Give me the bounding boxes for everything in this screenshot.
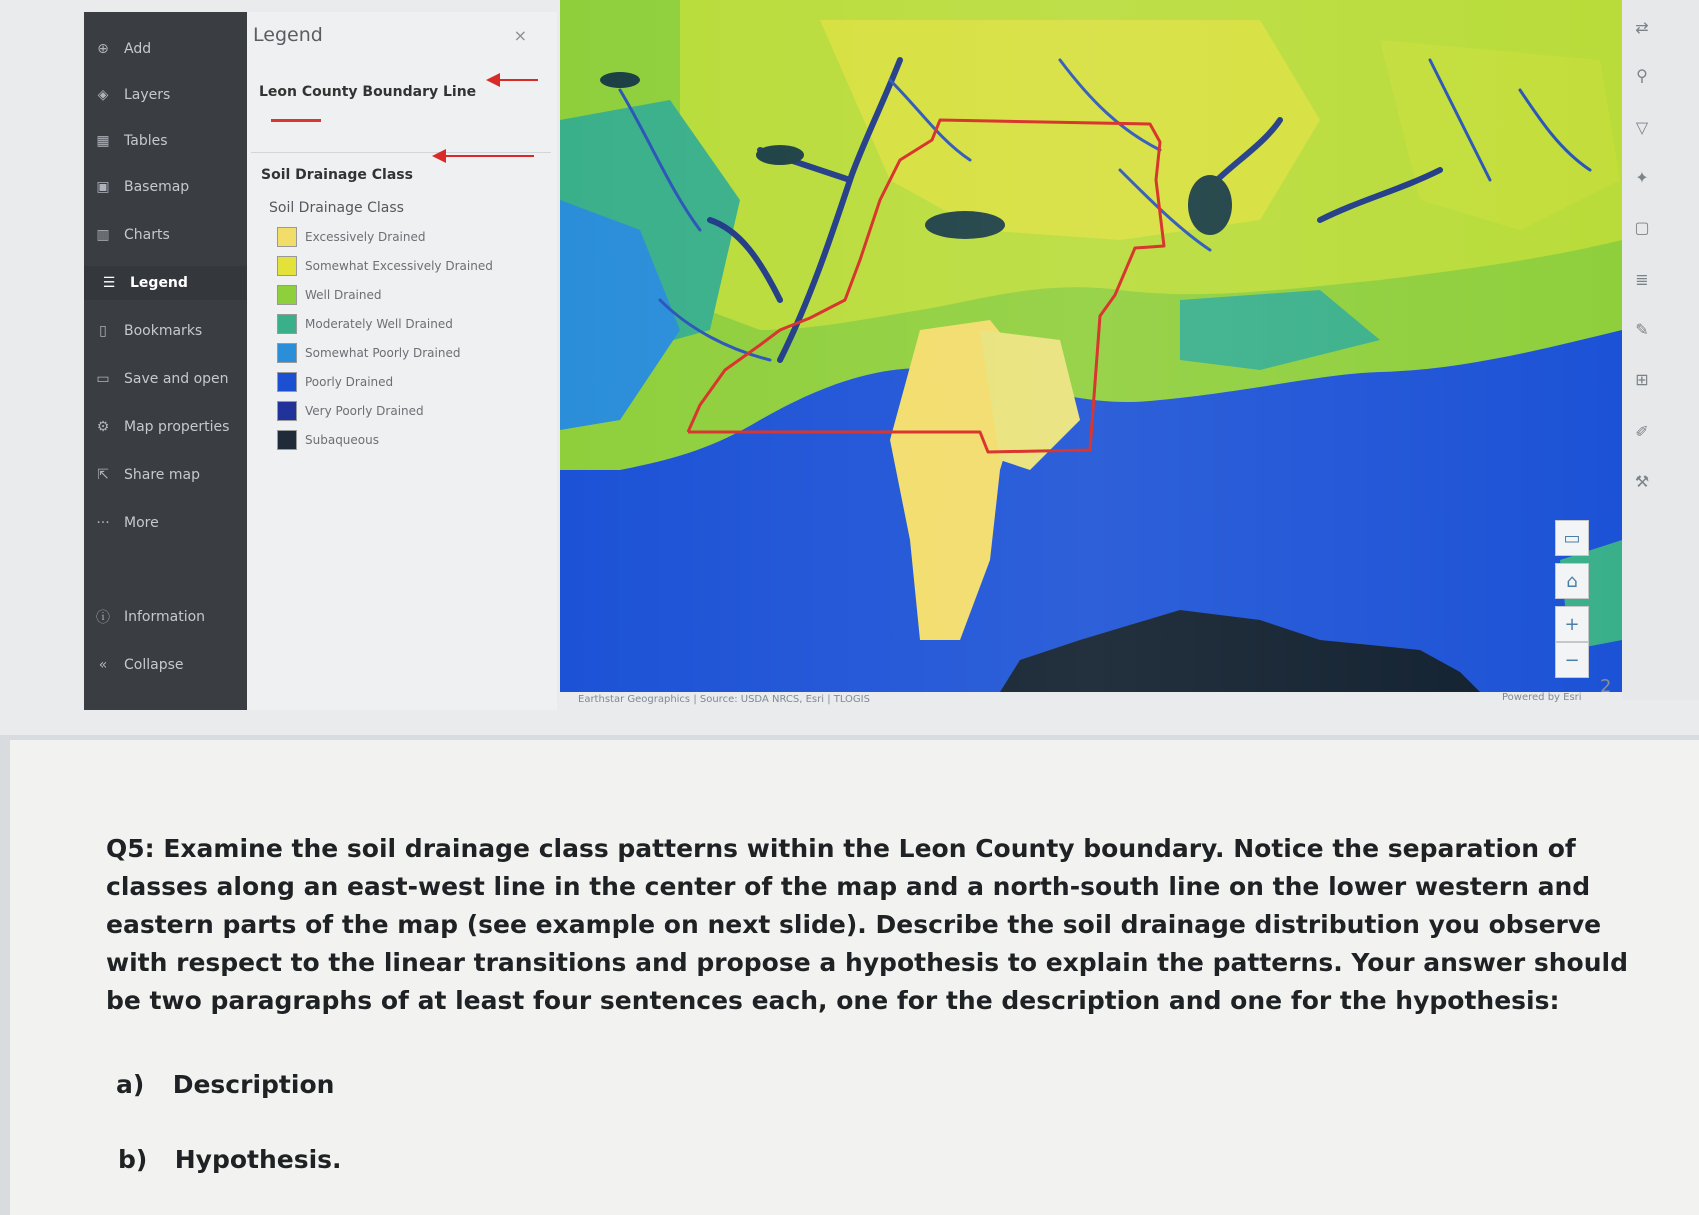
part-b — [118, 1145, 342, 1174]
legend-swatch — [277, 227, 297, 247]
legend-swatch — [277, 285, 297, 305]
legend-item — [277, 400, 424, 422]
nav-label: Information — [124, 609, 206, 625]
fields-icon[interactable]: ≣ — [1635, 270, 1649, 289]
side-navigation — [84, 12, 266, 710]
legend-swatch — [277, 430, 297, 450]
legend-item-label: Poorly Drained — [305, 375, 394, 389]
collapse-icon: « — [98, 657, 108, 673]
tools-icon[interactable]: ⚒ — [1634, 472, 1650, 491]
nav-label: Basemap — [124, 179, 190, 195]
legend-icon: ☰ — [102, 275, 116, 291]
effects-icon[interactable]: ✦ — [1635, 168, 1649, 187]
nav-save-and-open[interactable] — [94, 362, 262, 396]
analysis-icon[interactable]: ⊞ — [1635, 370, 1649, 389]
nav-information[interactable] — [94, 600, 262, 634]
nav-label: Bookmarks — [124, 323, 203, 339]
part-a-letter: a) — [116, 1070, 145, 1099]
folder-icon: ▭ — [96, 371, 110, 387]
nav-share-map[interactable] — [94, 458, 262, 492]
map-extent-button[interactable] — [1555, 520, 1589, 556]
legend-item — [277, 313, 453, 335]
boundary-line-swatch — [271, 119, 321, 122]
legend-item — [277, 255, 493, 277]
nav-tables[interactable] — [94, 124, 262, 158]
powered-by-esri[interactable]: Powered by Esri — [1502, 692, 1582, 703]
nav-layers[interactable] — [94, 78, 262, 112]
info-icon: ⓘ — [96, 610, 110, 626]
bookmark-icon: ▯ — [99, 323, 107, 339]
nav-label: Charts — [124, 227, 170, 243]
question-text: Q5: Examine the soil drainage class patterns within the Leon County boundary. Notice the separation of classes along an east-west line in the center of the map and a north-south line on the lower western and eastern parts of the map (see example on next slide). Describe the soil drainage distribution you observe with respect to the linear transitions and propose a hypothesis to explain the patterns. Your answer should be two paragraphs of at least four sentences each, one for the description and one for the hypothesis: — [106, 834, 1628, 1015]
part-a-label: Description — [172, 1070, 335, 1099]
question-slide — [10, 740, 1699, 1215]
legend-item — [277, 342, 460, 364]
part-b-label: Hypothesis. — [174, 1145, 342, 1174]
legend-item-label: Well Drained — [305, 288, 382, 302]
more-icon: ··· — [96, 515, 110, 531]
styles-icon[interactable]: ⚲ — [1636, 66, 1648, 85]
table-icon: ▦ — [96, 133, 110, 149]
plus-circle-icon: ⊕ — [97, 41, 109, 57]
legend-divider — [251, 152, 551, 153]
soil-layer-title: Soil Drainage Class — [261, 167, 413, 183]
minus-icon: − — [1564, 649, 1580, 671]
layers-icon: ◈ — [97, 87, 109, 103]
part-b-letter: b) — [118, 1145, 148, 1174]
sketch-icon[interactable]: ✐ — [1635, 422, 1649, 441]
nav-label: Collapse — [124, 657, 184, 673]
nav-basemap[interactable] — [94, 170, 262, 204]
nav-label: Layers — [124, 87, 171, 103]
soil-field-label: Soil Drainage Class — [269, 200, 404, 216]
map-canvas — [560, 0, 1622, 692]
legend-item — [277, 371, 393, 393]
map-home-button[interactable] — [1555, 563, 1589, 599]
nav-map-properties[interactable] — [94, 410, 262, 444]
page-number: 2 — [1600, 676, 1612, 697]
gear-icon: ⚙ — [96, 419, 110, 435]
filter-icon[interactable]: ▽ — [1635, 118, 1649, 137]
legend-item — [277, 429, 379, 451]
legend-item-label: Moderately Well Drained — [305, 317, 453, 331]
nav-label: Tables — [124, 133, 168, 149]
part-a — [116, 1070, 334, 1099]
legend-item-label: Subaqueous — [305, 433, 379, 447]
legend-swatch — [277, 343, 297, 363]
legend-item-label: Very Poorly Drained — [305, 404, 424, 418]
nav-label: Save and open — [124, 371, 229, 387]
plus-icon: + — [1564, 613, 1580, 635]
annotation-arrow — [434, 155, 534, 157]
share-icon: ⇱ — [97, 467, 109, 483]
zoom-out-button[interactable] — [1555, 642, 1589, 678]
right-toolbar — [1622, 0, 1699, 700]
extent-icon: ▭ — [1563, 527, 1581, 549]
nav-charts[interactable] — [94, 218, 262, 252]
legend-title: Legend — [253, 24, 323, 46]
nav-more[interactable] — [94, 506, 262, 540]
annotation-arrow — [488, 79, 538, 81]
map-attribution[interactable]: Earthstar Geographics | Source: USDA NRCS, Esri | TLOGIS — [578, 694, 870, 705]
zoom-in-button[interactable] — [1555, 606, 1589, 642]
legend-item-label: Somewhat Excessively Drained — [305, 259, 493, 273]
legend-swatch — [277, 401, 297, 421]
chart-icon: ▥ — [96, 227, 110, 243]
soil-drainage-map[interactable] — [560, 0, 1622, 692]
nav-add[interactable] — [94, 32, 262, 66]
legend-item — [277, 226, 426, 248]
legend-swatch — [277, 372, 297, 392]
close-icon[interactable]: × — [513, 26, 527, 45]
nav-legend[interactable] — [84, 266, 266, 300]
nav-label: Legend — [130, 275, 188, 291]
legend-item-label: Excessively Drained — [305, 230, 426, 244]
legend-swatch — [277, 314, 297, 334]
boundary-layer-title: Leon County Boundary Line — [259, 84, 477, 100]
properties-icon[interactable]: ⇄ — [1635, 18, 1649, 37]
legend-item — [277, 284, 382, 306]
nav-label: More — [124, 515, 159, 531]
nav-label: Share map — [124, 467, 200, 483]
legend-item-label: Somewhat Poorly Drained — [305, 346, 461, 360]
nav-bookmarks[interactable] — [94, 314, 262, 348]
popups-icon[interactable]: ▢ — [1634, 218, 1650, 237]
nav-label: Map properties — [124, 419, 230, 435]
labels-icon[interactable]: ✎ — [1635, 320, 1649, 339]
nav-label: Add — [124, 41, 152, 57]
basemap-icon: ▣ — [96, 179, 110, 195]
legend-swatch — [277, 256, 297, 276]
home-icon: ⌂ — [1566, 570, 1578, 592]
legend-panel — [247, 12, 557, 710]
nav-collapse[interactable] — [94, 648, 262, 682]
